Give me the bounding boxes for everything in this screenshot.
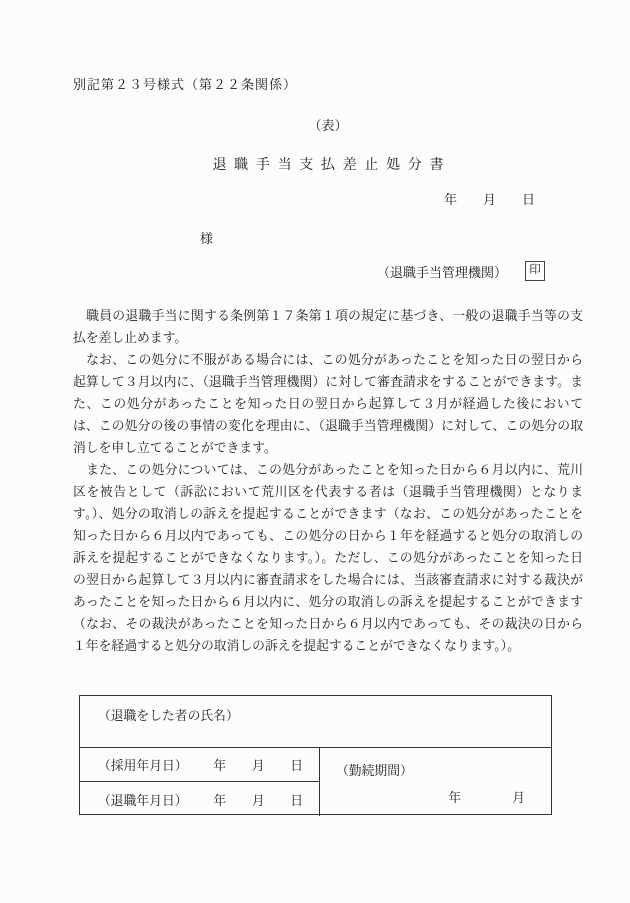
seal-stamp-box: [525, 261, 545, 281]
service-period-cell: [320, 748, 551, 816]
document-title: 退職手当支払差止処分書: [212, 158, 452, 173]
retiree-info-table: [79, 695, 552, 815]
retiree-name-label: （退職をした者の氏名）: [98, 709, 239, 723]
issuer-row: [73, 261, 545, 281]
retirement-date-value: 年 月 日: [213, 793, 303, 808]
retiree-name-cell: [80, 696, 551, 748]
hire-date-cell: [80, 748, 320, 782]
body-paragraph-3: また、この処分については、この処分があったことを知った日から６月以内に、荒川区を被告として（訴訟において荒川区を代表する者は（退職手当管理機関）となります。）、処分の取消しの訴えを提起することができます（なお、この処分があったことを知った日から６月以内であっても、この処分の日から１年を経過すると処分の取消しの訴えを提起することができなくなります。）。ただし、この処分があったことを知った日の翌日から起算して３月以内に審査請求をした場合には、当該審査請求に対する裁決があったことを知った日から６月以内に、処分の取消しの訴えを提起することができます（なお、その裁決があったことを知った日から６月以内であっても、その裁決の日から１年を経過すると処分の取消しの訴えを提起することができなくなります。）。: [73, 463, 583, 653]
body-paragraph-2: なお、この処分に不服がある場合には、この処分があったことを知った日の翌日から起算して３月以内に、（退職手当管理機関）に対して審査請求をすることができます。また、この処分があったことを知った日の翌日から起算して３月が経過した後においては、この処分の後の事情の変化を理由に、（退職手当管理機関）に対して、この処分の取消しを申し立てることができます。: [73, 353, 583, 455]
retirement-date-cell: [80, 782, 320, 816]
seal-mark: 印: [529, 264, 541, 277]
body-paragraph-1: 職員の退職手当に関する条例第１７条第１項の規定に基づき、一般の退職手当等の支払を差し止めます。: [73, 309, 583, 345]
date-line: 年 月 日: [443, 192, 535, 207]
page-side-label: （表）: [308, 118, 348, 133]
hire-date-label: （採用年月日）: [98, 759, 188, 773]
hire-date-value: 年 月 日: [213, 759, 303, 773]
addressee-honorific: 様: [200, 231, 214, 246]
service-period-value: 年 月: [448, 791, 525, 805]
issuer-name: （退職手当管理機関）: [376, 264, 507, 280]
service-period-label: （勤続期間）: [336, 764, 413, 778]
form-number-label: 別記第２３号様式（第２２条関係）: [73, 77, 298, 92]
retirement-date-label: （退職年月日）: [98, 793, 188, 808]
body-text: [73, 305, 583, 657]
